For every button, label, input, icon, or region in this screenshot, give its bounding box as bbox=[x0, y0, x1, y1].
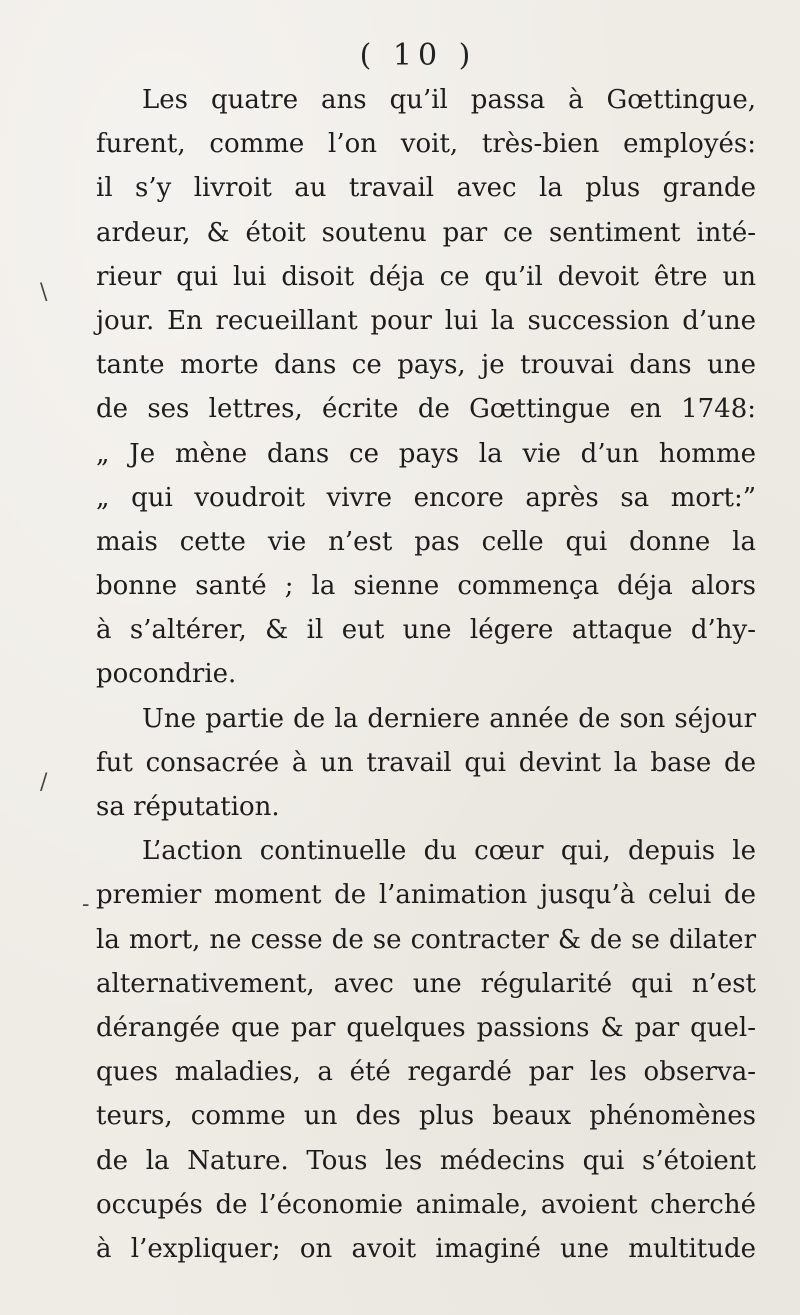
text-line: premier moment de l’animation jusqu’à celui de bbox=[96, 880, 756, 911]
text-line: il s’y livroit au travail avec la plus grande bbox=[96, 173, 756, 204]
text-line: tante morte dans ce pays, je trouvai dans une bbox=[96, 350, 756, 381]
text-line: mais cette vie n’est pas celle qui donne la bbox=[96, 526, 756, 557]
text-line: de ses lettres, écrite de Gœttingue en 1748: bbox=[96, 394, 756, 425]
body-text bbox=[96, 78, 756, 1271]
text-line: sa réputation. bbox=[96, 792, 280, 822]
text-line: de la Nature. Tous les médecins qui s’étoient bbox=[96, 1145, 756, 1176]
margin-mark: \ bbox=[40, 280, 48, 305]
text-line: Les quatre ans qu’il passa à Gœttingue, bbox=[142, 85, 756, 115]
margin-mark: / bbox=[40, 770, 48, 795]
text-line: teurs, comme un des plus beaux phénomènes bbox=[96, 1101, 756, 1132]
page-number: ( 10 ) bbox=[359, 38, 477, 73]
text-line: bonne santé ; la sienne commença déja alors bbox=[96, 571, 756, 602]
quote-line: „ Je mène dans ce pays la vie d’un homme bbox=[96, 438, 756, 469]
text-line: dérangée que par quelques passions & par quel- bbox=[96, 1012, 756, 1043]
text-line: à l’expliquer; on avoit imaginé une multitude bbox=[96, 1233, 756, 1264]
text-line: jour. En recueillant pour lui la succession d’une bbox=[96, 305, 756, 336]
text-line: la mort, ne cesse de se contracter & de se dilater bbox=[96, 924, 756, 955]
text-line: furent, comme l’on voit, très-bien employés: bbox=[96, 129, 756, 160]
text-line: Une partie de la derniere année de son séjour bbox=[142, 703, 756, 734]
text-line: pocondrie. bbox=[96, 659, 237, 690]
text-line: ques maladies, a été regardé par les observa- bbox=[96, 1057, 756, 1088]
text-line: ardeur, & étoit soutenu par ce sentiment inté- bbox=[96, 217, 756, 248]
text-line: fut consacrée à un travail qui devint la base de bbox=[96, 747, 756, 778]
margin-mark: - bbox=[82, 892, 90, 917]
text-line: alternativement, avec une régularité qui n’est bbox=[96, 968, 756, 999]
quote-line: „ qui voudroit vivre encore après sa mort:” bbox=[96, 482, 756, 513]
text-line: occupés de l’économie animale, avoient cherché bbox=[96, 1189, 756, 1220]
text-line: rieur qui lui disoit déja ce qu’il devoit être un bbox=[96, 261, 756, 292]
text-line: L’action continuelle du cœur qui, depuis le bbox=[142, 836, 756, 867]
text-line: à s’altérer, & il eut une légere attaque d’hy- bbox=[96, 615, 756, 646]
